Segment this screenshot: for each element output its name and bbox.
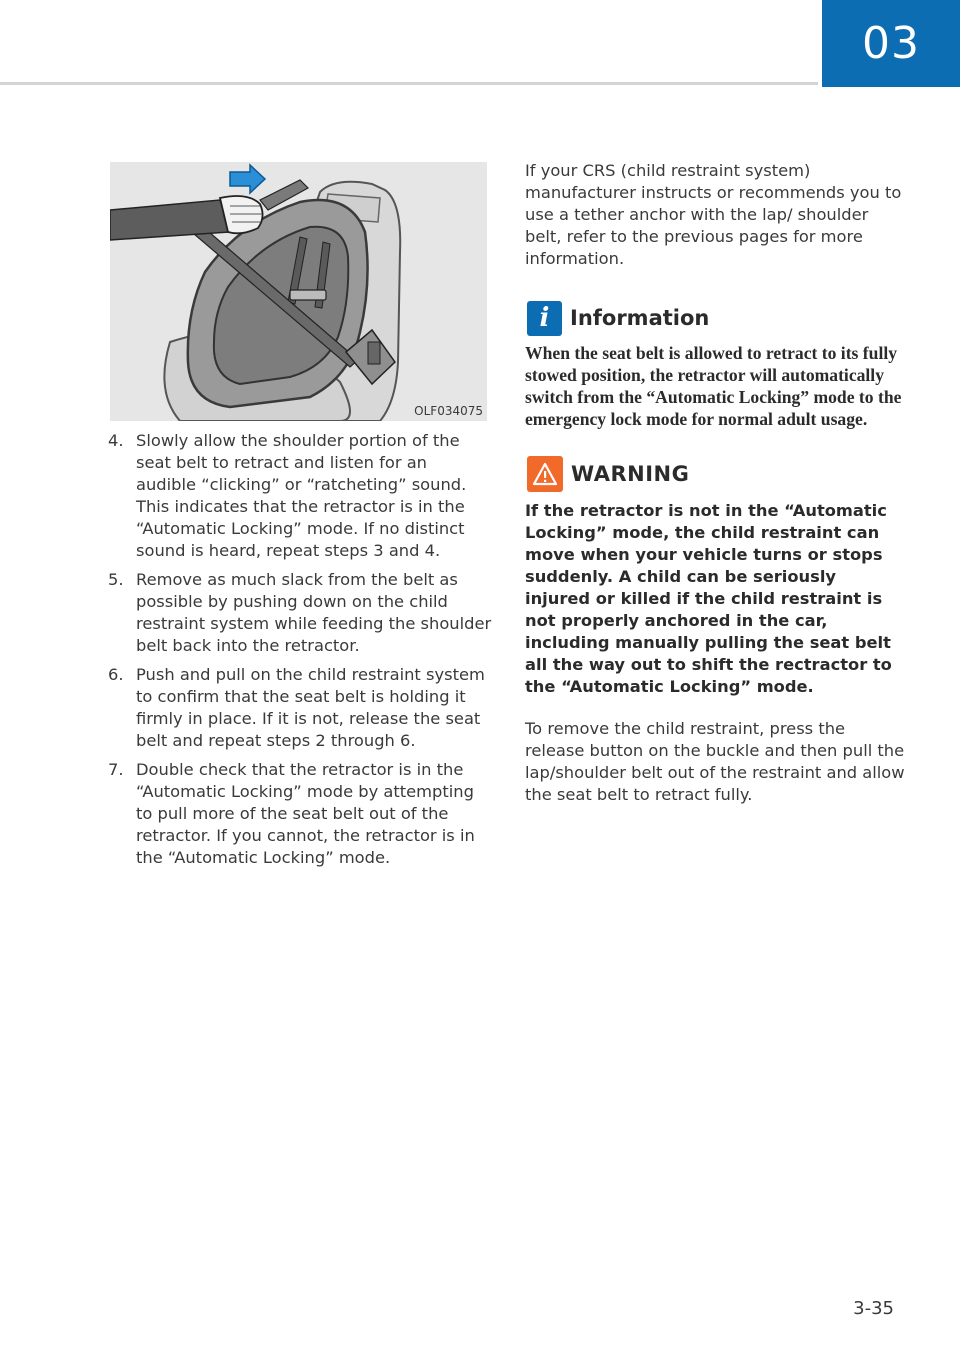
information-icon-glyph: i — [539, 303, 550, 333]
chapter-tab — [822, 0, 960, 87]
chapter-number: 03 — [862, 18, 920, 69]
step-item — [108, 430, 492, 562]
information-body: When the seat belt is allowed to retract to its fully stowed position, the retractor will automatically switch from the “Automatic Locking” mode to the emergency lock mode for normal adult usage. — [525, 343, 902, 429]
step-item — [108, 759, 492, 869]
remove-restraint-paragraph: To remove the child restraint, press the release button on the buckle and then pull the lap/shoulder belt out of the restraint and allow the seat belt to retract fully. — [525, 719, 905, 804]
step-list — [108, 430, 492, 876]
step-item — [108, 664, 492, 752]
warning-heading — [525, 454, 905, 494]
step-text: Remove as much slack from the belt as possible by pushing down on the child restraint system while feeding the shoulder belt back into the retractor. — [136, 570, 492, 655]
step-number: 7. — [108, 760, 124, 779]
page-number: 3-35 — [853, 1298, 894, 1319]
warning-body: If the retractor is not in the “Automatic Locking” mode, the child restraint can move when your vehicle turns or stops suddenly. A child can be seriously injured or killed if the child restraint is not properly anchored in the car, including manually pulling the seat belt all the way out to shift the rectractor to the “Automatic Locking” mode. — [525, 501, 892, 696]
warning-triangle-icon — [532, 462, 558, 486]
information-heading — [525, 298, 905, 338]
step-number: 4. — [108, 431, 124, 450]
crs-tether-paragraph: If your CRS (child restraint system) manufacturer instructs or recommends you to use a tether anchor with the lap/ shoulder belt, refer to the previous pages for more information. — [525, 161, 902, 268]
seat-belt-illustration — [110, 162, 487, 421]
step-number: 5. — [108, 570, 124, 589]
warning-icon — [527, 456, 563, 492]
step-text: Push and pull on the child restraint system to confirm that the seat belt is holding it firmly in place. If it is not, release the seat belt and repeat steps 2 through 6. — [136, 665, 485, 750]
step-number: 6. — [108, 665, 124, 684]
figure-caption: OLF034075 — [414, 404, 483, 418]
header-rule — [0, 82, 818, 85]
information-title: Information — [570, 306, 710, 330]
step-text: Double check that the retractor is in the “Automatic Locking” mode by attempting to pull more of the seat belt out of the retractor. If you cannot, the retractor is in the “Automatic Locking” mode. — [136, 760, 475, 867]
child-seat-drawing — [110, 162, 487, 421]
information-icon — [527, 301, 562, 336]
warning-title: WARNING — [571, 462, 690, 486]
step-text: Slowly allow the shoulder portion of the seat belt to retract and listen for an audible “clicking” or “ratcheting” sound. This indicates that the retractor is in the “Automatic Locking” mode. If no distinct sound is heard, repeat steps 3 and 4. — [136, 431, 467, 560]
step-item — [108, 569, 492, 657]
right-column — [525, 160, 905, 806]
